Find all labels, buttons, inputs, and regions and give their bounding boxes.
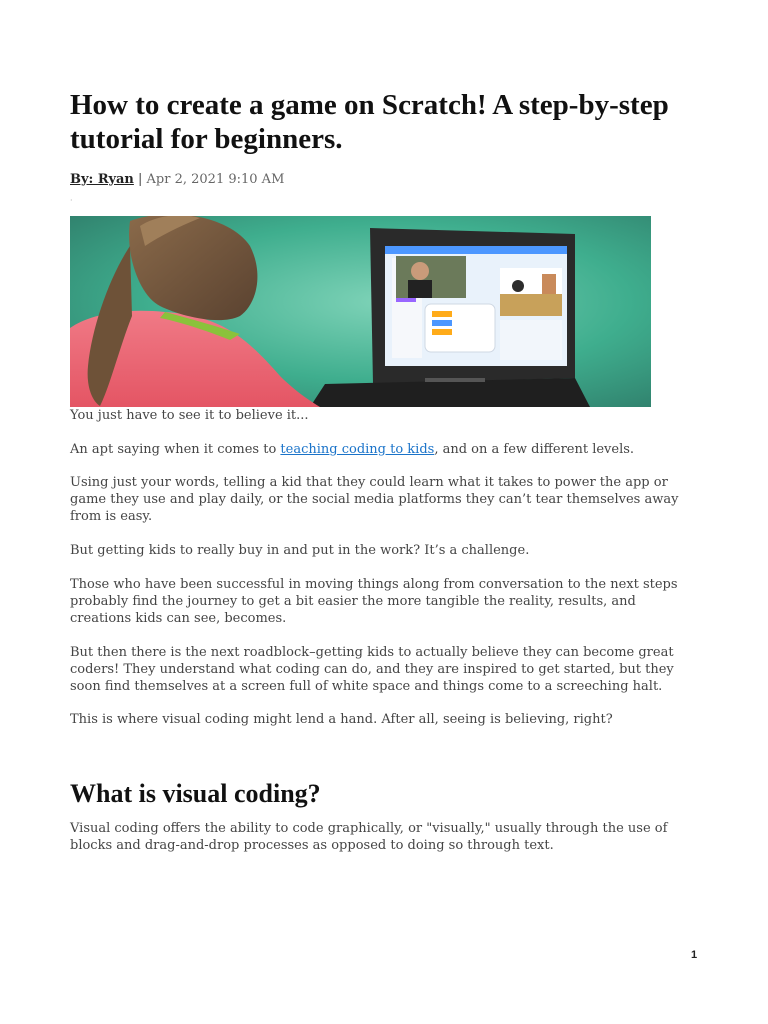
paragraph-text: An apt saying when it comes to: [70, 442, 281, 457]
section-heading: What is visual coding?: [70, 779, 321, 808]
byline: [70, 172, 284, 187]
paragraph-roadblock: But then there is the next roadblock–getting kids to actually believe they can become great coders! They understand what coding can do, and they are inspired to get started, but they soon find themselves at a screen full of white space and things come to a screeching halt.: [70, 645, 674, 694]
paragraph-successful: Those who have been successful in moving things along from conversation to the next steps probably find the journey to get a bit easier the more tangible the reality, results, and creations kids can see, becomes.: [70, 577, 678, 626]
byline-date: Apr 2, 2021 9:10 AM: [146, 172, 285, 187]
byline-separator: |: [138, 172, 143, 187]
section-paragraph: Visual coding offers the ability to code graphically, or "visually," usually through the use of blocks and drag-and-drop processes as opposed to doing so through text.: [70, 821, 668, 853]
paragraph-challenge: But getting kids to really buy in and put in the work? It’s a challenge.: [70, 543, 530, 558]
article-title: How to create a game on Scratch! A step-by-step tutorial for beginners.: [70, 89, 669, 155]
teaching-coding-link[interactable]: teaching coding to kids: [280, 442, 435, 457]
decorative-dot: ·: [70, 196, 73, 205]
paragraph-visual-coding-intro: This is where visual coding might lend a hand. After all, seeing is believing, right?: [70, 712, 613, 727]
byline-author[interactable]: By: Ryan: [70, 172, 134, 187]
paragraph-intro: You just have to see it to believe it...: [70, 408, 309, 423]
paragraph-words: Using just your words, telling a kid that they could learn what it takes to power the app or game they use and play daily, or the social media platforms they can’t tear themselves away from is easy.: [70, 475, 679, 524]
hero-illustration: [70, 216, 651, 407]
hero-image: [70, 216, 651, 407]
page-number: 1: [691, 949, 698, 961]
paragraph-apt-saying: [70, 441, 700, 458]
paragraph-text: , and on a few different levels.: [434, 442, 635, 457]
